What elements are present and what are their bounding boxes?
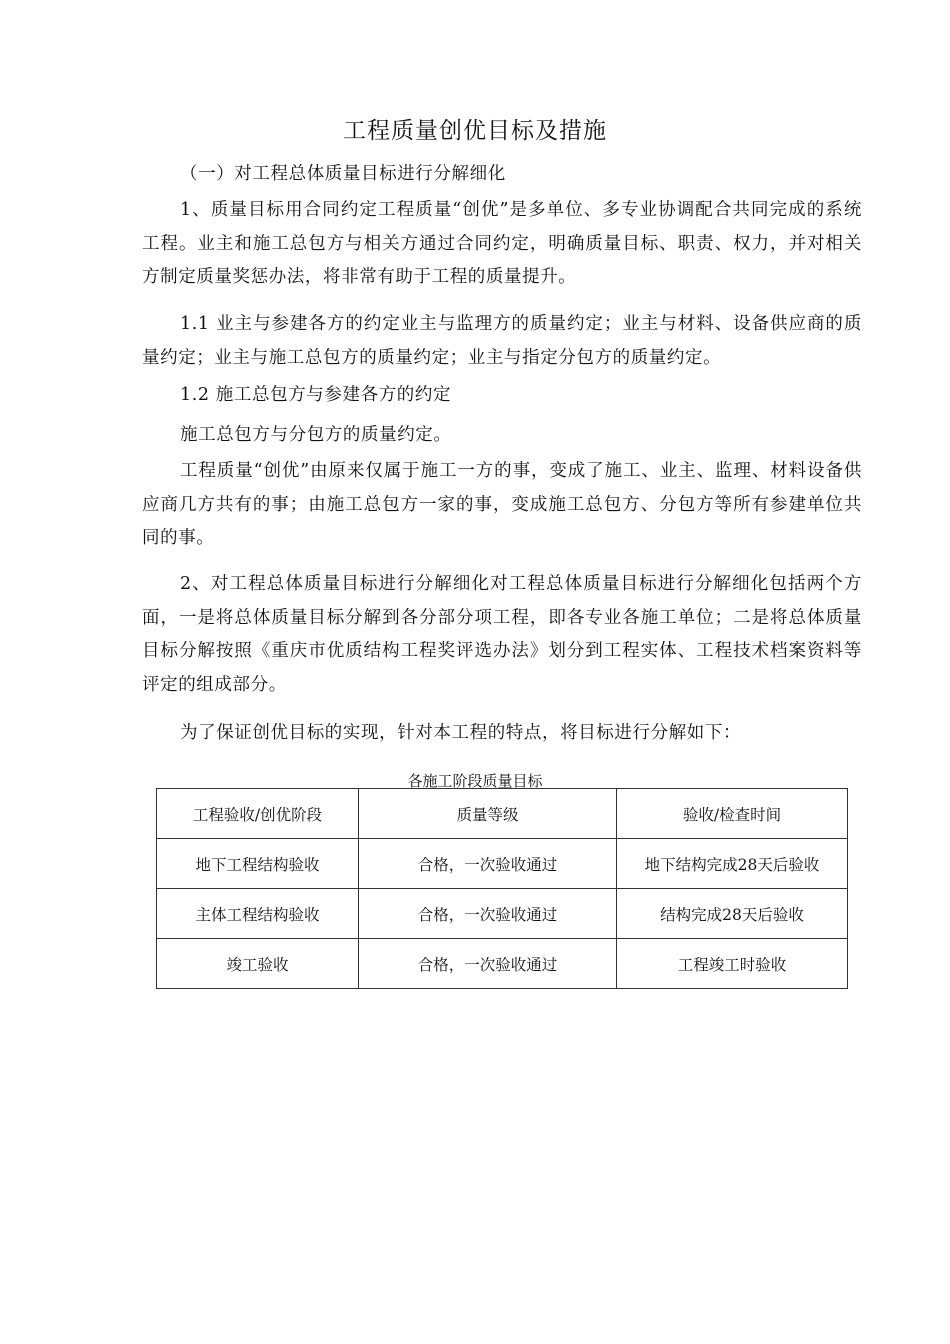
table-caption: 各施工阶段质量目标 [407,772,543,790]
table-cell: 合格，一次验收通过 [359,939,617,989]
paragraph-1: 1、质量目标用合同约定工程质量“创优”是多单位、多专业协调配合共同完成的系统工程。业主和施工总包方与相关方通过合同约定，明确质量目标、职责、权力，并对相关方制定质量奖惩办法，将非常有助于工程的质量提升。 [142,200,862,287]
page-title: 工程质量创优目标及措施 [343,118,607,144]
table-cell: 竣工验收 [157,939,359,989]
paragraph-1-2: 1.2 施工总包方与参建各方的约定 [180,385,452,405]
paragraph-1-1: 1.1 业主与参建各方的约定业主与监理方的质量约定；业主与材料、设备供应商的质量约定；业主与施工总包方的质量约定；业主与指定分包方的质量约定。 [142,314,862,368]
table-row [157,939,848,989]
table-cell: 合格，一次验收通过 [359,839,617,889]
paragraph-quality: 工程质量“创优”由原来仅属于施工一方的事，变成了施工、业主、监理、材料设备供应商几方共有的事；由施工总包方一家的事，变成施工总包方、分包方等所有参建单位共同的事。 [142,461,862,548]
table-cell: 地下结构完成28天后验收 [617,839,848,889]
table-row [157,839,848,889]
paragraph-2: 2、对工程总体质量目标进行分解细化对工程总体质量目标进行分解细化包括两个方面，一是将总体质量目标分解到各分部分项工程，即各专业各施工单位；二是将总体质量目标分解按照《重庆市优质结构工程奖评选办法》划分到工程实体、工程技术档案资料等评定的组成部分。 [142,574,862,695]
paragraph-1-2-body: 施工总包方与分包方的质量约定。 [180,425,452,445]
table-header-cell: 质量等级 [359,789,617,839]
table-cell: 地下工程结构验收 [157,839,359,889]
table-header-cell: 工程验收/创优阶段 [157,789,359,839]
paragraph-3: 为了保证创优目标的实现，针对本工程的特点，将目标进行分解如下： [180,723,742,743]
table-cell: 主体工程结构验收 [157,889,359,939]
table-cell: 合格，一次验收通过 [359,889,617,939]
table-header-row [157,789,848,839]
quality-goals-table [156,788,848,989]
table-cell: 工程竣工时验收 [617,939,848,989]
table-row [157,889,848,939]
section-heading: （一）对工程总体质量目标进行分解细化 [180,164,506,184]
table-header-cell: 验收/检查时间 [617,789,848,839]
table-cell: 结构完成28天后验收 [617,889,848,939]
